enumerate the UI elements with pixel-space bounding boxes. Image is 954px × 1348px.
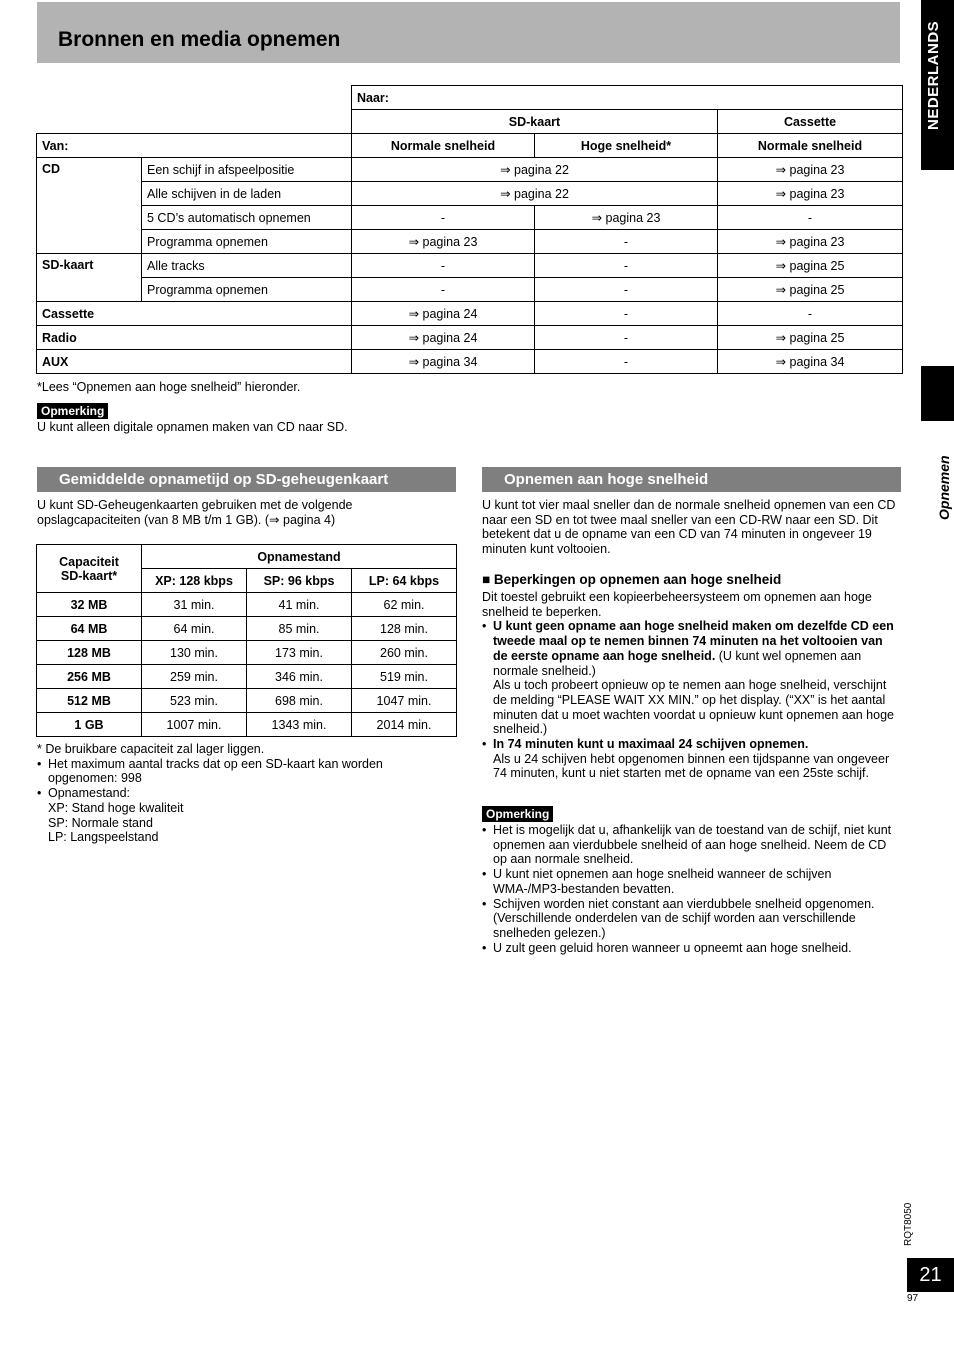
lp-cell: 62 min. bbox=[352, 593, 457, 617]
restrictions-list bbox=[482, 619, 900, 781]
list-item: • Het maximum aantal tracks dat op een SD-kaart kan worden opgenomen: 998 bbox=[37, 757, 447, 786]
cell-normal: - bbox=[352, 254, 535, 278]
table-row bbox=[37, 617, 457, 641]
cell-cassette: ⇒ pagina 23 bbox=[718, 158, 903, 182]
cell-high: - bbox=[535, 302, 718, 326]
xp-cell: 130 min. bbox=[142, 641, 247, 665]
row-label: Alle tracks bbox=[142, 254, 352, 278]
cell-cassette: ⇒ pagina 25 bbox=[718, 326, 903, 350]
naar-header: Naar: bbox=[352, 86, 903, 110]
capacity-cell: 128 MB bbox=[37, 641, 142, 665]
left-notes bbox=[37, 742, 447, 845]
capacity-header-line2: SD-kaart* bbox=[60, 568, 118, 583]
source-radio: Radio bbox=[37, 326, 352, 350]
cassette-normal-header: Normale snelheid bbox=[718, 134, 903, 158]
cell-normal: ⇒ pagina 24 bbox=[352, 302, 535, 326]
cell-cassette: ⇒ pagina 25 bbox=[718, 254, 903, 278]
sd-recording-time-heading: Gemiddelde opnametijd op SD-geheugenkaart bbox=[37, 467, 456, 492]
cell-normal: ⇒ pagina 34 bbox=[352, 350, 535, 374]
cell-cassette: ⇒ pagina 34 bbox=[718, 350, 903, 374]
high-speed-intro: U kunt tot vier maal sneller dan de normale snelheid opnemen van een CD naar een SD en tot twee maal sneller van een CD-RW naar een SD. Dit betekent dat u de opname van een CD van 74 minuten in ongeveer 19 minuten kunt voltooien. bbox=[482, 498, 896, 557]
capacity-cell: 32 MB bbox=[37, 593, 142, 617]
title-bar bbox=[37, 2, 900, 63]
page-title: Bronnen en media opnemen bbox=[58, 28, 341, 51]
capacity-cell: 512 MB bbox=[37, 689, 142, 713]
restriction-1-normal: (U kunt wel opnemen aan normale snelheid.) bbox=[493, 648, 862, 678]
lp-cell: 519 min. bbox=[352, 665, 457, 689]
table-row bbox=[37, 641, 457, 665]
sp-cell: 41 min. bbox=[247, 593, 352, 617]
lp-cell: 2014 min. bbox=[352, 713, 457, 737]
capacity-footnote: * De bruikbare capaciteit zal lager liggen. bbox=[37, 742, 265, 756]
lp-cell: 260 min. bbox=[352, 641, 457, 665]
restrictions-intro: Dit toestel gebruikt een kopieerbeheersysteem om opnemen aan hoge snelheid te beperken. bbox=[482, 590, 872, 619]
row-label: Een schijf in afspeelpositie bbox=[142, 158, 352, 182]
capacity-cell: 64 MB bbox=[37, 617, 142, 641]
cell-high: - bbox=[535, 326, 718, 350]
restriction-2-extra: Als u 24 schijven hebt opgenomen binnen een tijdspanne van ongeveer 74 minuten, kunt u niet starten met de opname van een 25ste schijf. bbox=[493, 751, 890, 781]
cell-normal: ⇒ pagina 23 bbox=[352, 230, 535, 254]
normal-speed-header: Normale snelheid bbox=[352, 134, 535, 158]
sp-header: SP: 96 kbps bbox=[247, 569, 352, 593]
xp-cell: 1007 min. bbox=[142, 713, 247, 737]
restriction-1-bold: U kunt geen opname aan hoge snelheid maken om dezelfde CD een tweede maal op te nemen binnen 74 minuten na het voltooien van de eerste opname aan hoge snelheid. bbox=[493, 619, 894, 663]
section-marker bbox=[921, 366, 954, 421]
sd-intro-text: U kunt SD-Geheugenkaarten gebruiken met de volgende opslagcapaciteiten (van 8 MB t/m 1 GB). (⇒ pagina 4) bbox=[37, 498, 353, 527]
list-item: • U kunt niet opnemen aan hoge snelheid wanneer de schijven WMA-/MP3-bestanden bevatten. bbox=[482, 867, 900, 896]
list-item: • Het is mogelijk dat u, afhankelijk van de toestand van de schijf, niet kunt opnemen aan vierdubbele snelheid of aan hoge snelheid. Neem de CD op aan normale snelheid. bbox=[482, 823, 900, 867]
source-media-table bbox=[36, 85, 903, 374]
restrictions-body bbox=[482, 590, 900, 781]
sp-description: SP: Normale stand bbox=[48, 815, 153, 830]
sp-cell: 346 min. bbox=[247, 665, 352, 689]
list-item: • U zult geen geluid horen wanneer u opneemt aan hoge snelheid. bbox=[482, 941, 900, 956]
language-tab-label: NEDERLANDS bbox=[925, 20, 942, 130]
capacity-cell: 256 MB bbox=[37, 665, 142, 689]
sd-header: SD-kaart bbox=[352, 110, 718, 134]
restriction-1-extra: Als u toch probeert opnieuw op te nemen aan hoge snelheid, verschijnt de melding “PLEASE WAIT XX MIN.” op het display. (“XX” is het aantal minuten dat u moet wachten voordat u opnieuw kunt opnemen aan hoge snelheid.) bbox=[493, 678, 894, 737]
xp-description: XP: Stand hoge kwaliteit bbox=[48, 800, 184, 815]
cell-normal: ⇒ pagina 24 bbox=[352, 326, 535, 350]
section-label: Opnemen bbox=[936, 455, 952, 520]
restrictions-heading: ■ Beperkingen op opnemen aan hoge snelheid bbox=[482, 572, 782, 587]
source-cassette: Cassette bbox=[37, 302, 352, 326]
xp-cell: 259 min. bbox=[142, 665, 247, 689]
table-row bbox=[37, 665, 457, 689]
note-badge-label: Opmerking bbox=[482, 806, 553, 822]
high-speed-header: Hoge snelheid* bbox=[535, 134, 718, 158]
note-text: U kunt alleen digitale opnamen maken van CD naar SD. bbox=[37, 420, 348, 434]
cell-high: - bbox=[535, 350, 718, 374]
note-badge bbox=[37, 403, 108, 419]
note-badge-label: Opmerking bbox=[37, 403, 108, 419]
table-row bbox=[37, 593, 457, 617]
row-label: Programma opnemen bbox=[142, 230, 352, 254]
high-speed-heading: Opnemen aan hoge snelheid bbox=[482, 467, 901, 492]
sp-cell: 173 min. bbox=[247, 641, 352, 665]
recording-time-table bbox=[36, 544, 457, 737]
row-label: Programma opnemen bbox=[142, 278, 352, 302]
xp-cell: 31 min. bbox=[142, 593, 247, 617]
capacity-header bbox=[37, 545, 142, 593]
left-bullets bbox=[37, 757, 447, 845]
table-row bbox=[37, 689, 457, 713]
page-number: 21 bbox=[907, 1258, 954, 1292]
sp-cell: 698 min. bbox=[247, 689, 352, 713]
cell-high: ⇒ pagina 23 bbox=[535, 206, 718, 230]
language-tab bbox=[921, 0, 954, 170]
list-item: • Schijven worden niet constant aan vierdubbele snelheid opgenomen. (Verschillende onderdelen van de schijf worden aan verschillende snelheden gelezen.) bbox=[482, 897, 900, 941]
table-row bbox=[37, 713, 457, 737]
cell-cassette: - bbox=[718, 302, 903, 326]
sp-cell: 1343 min. bbox=[247, 713, 352, 737]
note-badge-right bbox=[482, 806, 553, 822]
cell-sd: ⇒ pagina 22 bbox=[352, 182, 718, 206]
document-code: RQT8050 bbox=[903, 1202, 914, 1246]
cell-sd: ⇒ pagina 22 bbox=[352, 158, 718, 182]
lp-cell: 128 min. bbox=[352, 617, 457, 641]
xp-header: XP: 128 kbps bbox=[142, 569, 247, 593]
xp-cell: 64 min. bbox=[142, 617, 247, 641]
mode-label: Opnamestand: bbox=[48, 786, 130, 801]
xp-cell: 523 min. bbox=[142, 689, 247, 713]
cell-cassette: ⇒ pagina 25 bbox=[718, 278, 903, 302]
sub-page-number: 97 bbox=[907, 1293, 919, 1304]
cell-cassette: ⇒ pagina 23 bbox=[718, 230, 903, 254]
high-speed-footnote: *Lees “Opnemen aan hoge snelheid” hieronder. bbox=[37, 380, 301, 394]
lp-header: LP: 64 kbps bbox=[352, 569, 457, 593]
cell-normal: - bbox=[352, 206, 535, 230]
cell-high: - bbox=[535, 278, 718, 302]
capacity-cell: 1 GB bbox=[37, 713, 142, 737]
notes-list bbox=[482, 823, 900, 955]
capacity-header-line1: Capaciteit bbox=[59, 554, 119, 569]
sp-cell: 85 min. bbox=[247, 617, 352, 641]
cell-high: - bbox=[535, 254, 718, 278]
right-notes bbox=[482, 823, 900, 955]
list-item bbox=[37, 786, 447, 845]
list-item bbox=[482, 737, 900, 781]
lp-description: LP: Langspeelstand bbox=[48, 830, 159, 845]
source-cd: CD bbox=[37, 158, 142, 254]
list-item bbox=[482, 619, 900, 737]
cassette-header: Cassette bbox=[718, 110, 903, 134]
source-sd: SD-kaart bbox=[37, 254, 142, 302]
row-label: 5 CD’s automatisch opnemen bbox=[142, 206, 352, 230]
cell-high: - bbox=[535, 230, 718, 254]
cell-cassette: ⇒ pagina 23 bbox=[718, 182, 903, 206]
restriction-2-bold: In 74 minuten kunt u maximaal 24 schijven opnemen. bbox=[493, 737, 809, 752]
lp-cell: 1047 min. bbox=[352, 689, 457, 713]
source-aux: AUX bbox=[37, 350, 352, 374]
row-label: Alle schijven in de laden bbox=[142, 182, 352, 206]
mode-header: Opnamestand bbox=[142, 545, 457, 569]
cell-normal: - bbox=[352, 278, 535, 302]
van-header: Van: bbox=[37, 134, 352, 158]
cell-cassette: - bbox=[718, 206, 903, 230]
